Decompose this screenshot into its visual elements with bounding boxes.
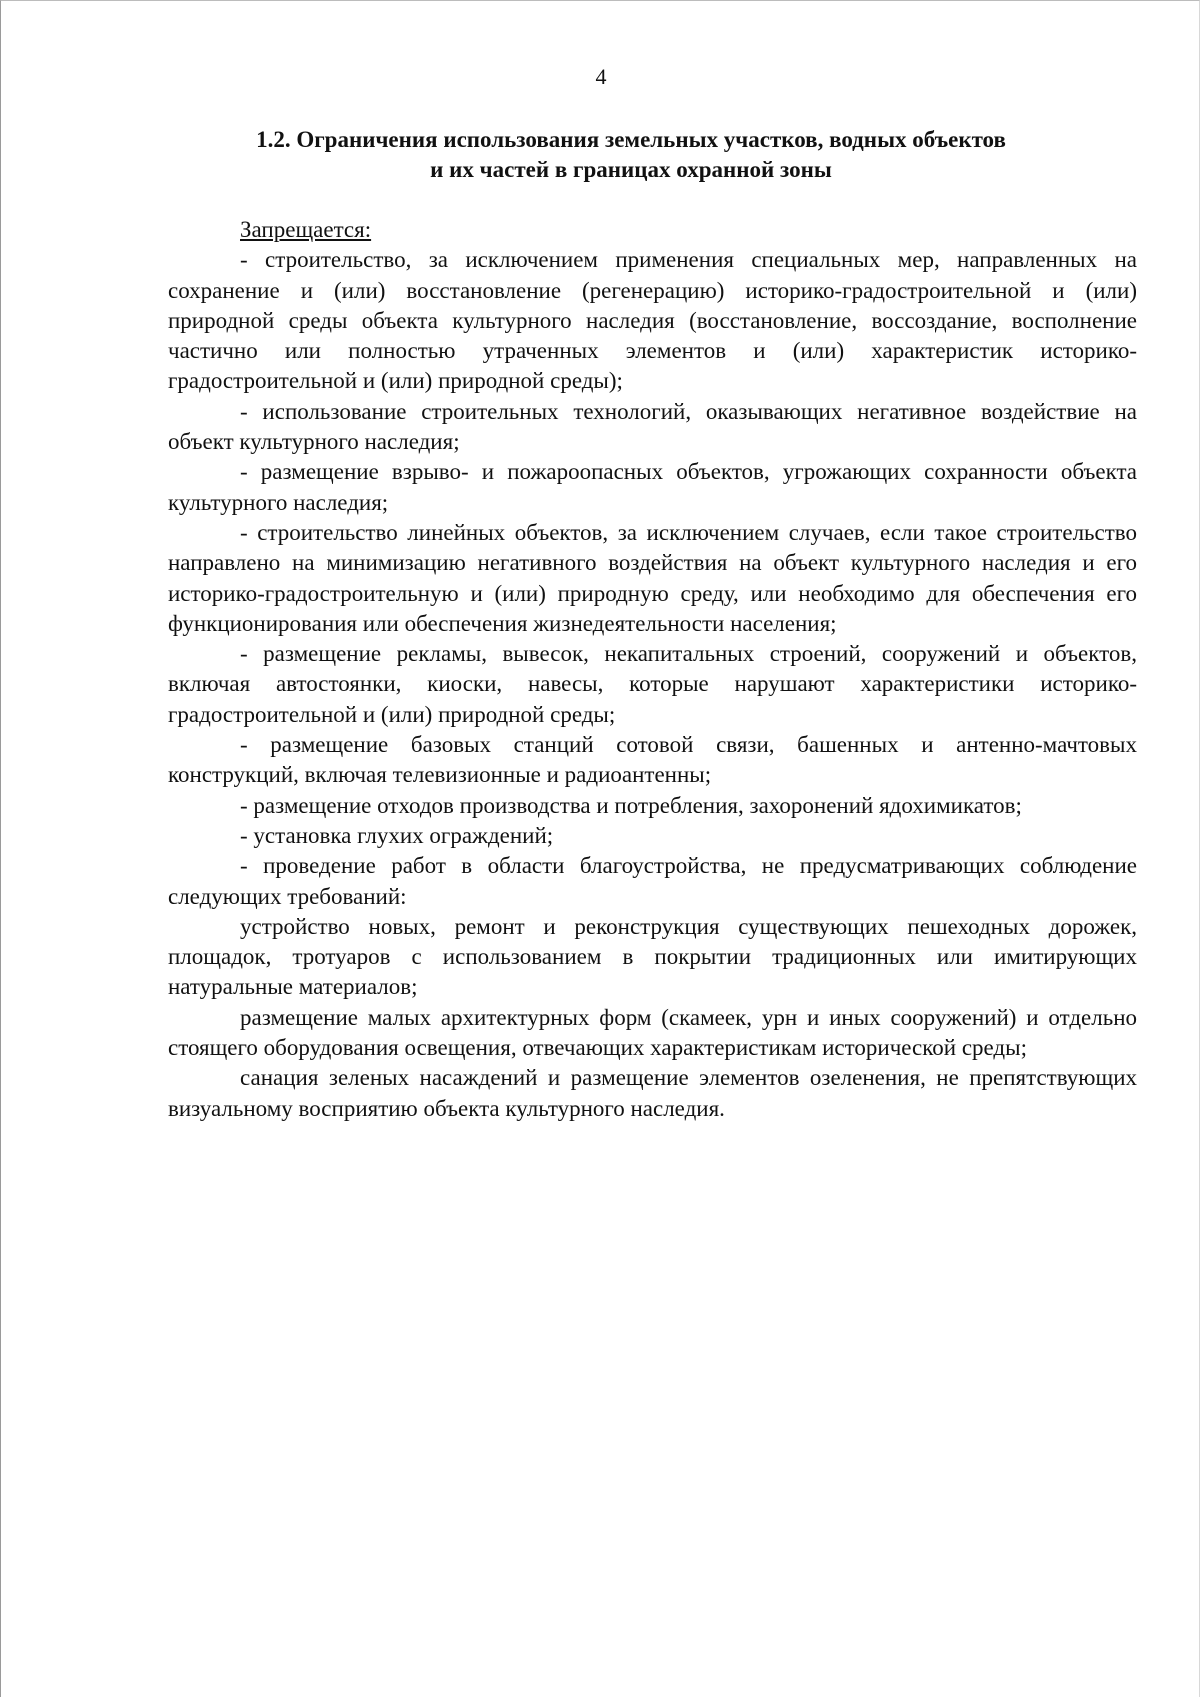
restriction-paragraph: - строительство линейных объектов, за исключением случаев, если такое строительство направлено на минимизацию негативного воздействия на объект культурного наследия и его историко-градостроительную и (или) природную среду, или необходимо для обеспечения его функционирования или обеспечения жизнедеятельности населения;: [168, 519, 1137, 636]
restriction-paragraph: - строительство, за исключением применения специальных мер, направленных на сохранение и (или) восстановление (регенерацию) историко-градостроительной и (или) природной среды объекта культурного наследия (восстановление, воссоздание, восполнение частично или полностью утраченных элементов и (или) характеристик историко-градостроительной и (или) природной среды);: [168, 247, 1137, 394]
document-body: [168, 215, 1137, 1124]
section-heading: [181, 125, 1081, 185]
restriction-paragraph: - использование строительных технологий, оказывающих негативное воздействие на объект культурного наследия;: [168, 398, 1137, 455]
requirement-paragraph: устройство новых, ремонт и реконструкция существующих пешеходных дорожек, площадок, тротуаров с использованием в покрытии традиционных или имитирующих натуральные материалов;: [168, 913, 1137, 1000]
section-heading-line-2: и их частей в границах охранной зоны: [430, 157, 832, 182]
section-heading-line-1: 1.2. Ограничения использования земельных участков, водных объектов: [256, 127, 1006, 152]
requirement-paragraph: размещение малых архитектурных форм (скамеек, урн и иных сооружений) и отдельно стоящего оборудования освещения, отвечающих характеристикам исторической среды;: [168, 1004, 1137, 1061]
lead-text: Запрещается:: [240, 217, 372, 242]
page-number: 4: [595, 64, 607, 89]
restriction-paragraph: - размещение рекламы, вывесок, некапитальных строений, сооружений и объектов, включая автостоянки, киоски, навесы, которые нарушают характеристики историко-градостроительной и (или) природной среды;: [168, 641, 1137, 727]
restriction-paragraph: - размещение базовых станций сотовой связи, башенных и антенно-мачтовых конструкций, включая телевизионные и радиоантенны;: [168, 732, 1137, 788]
restriction-paragraph: - установка глухих ограждений;: [240, 822, 554, 848]
lead-paragraph: [168, 215, 1137, 245]
requirement-paragraph: санация зеленых насаждений и размещение элементов озеленения, не препятствующих визуальному восприятию объекта культурного наследия.: [168, 1065, 1137, 1121]
restriction-paragraph: - размещение отходов производства и потребления, захоронений ядохимикатов;: [240, 792, 1022, 818]
restriction-paragraph: - проведение работ в области благоустройства, не предусматривающих соблюдение следующих требований:: [168, 853, 1137, 909]
restriction-paragraph: - размещение взрыво- и пожароопасных объектов, угрожающих сохранности объекта культурного наследия;: [168, 459, 1137, 515]
